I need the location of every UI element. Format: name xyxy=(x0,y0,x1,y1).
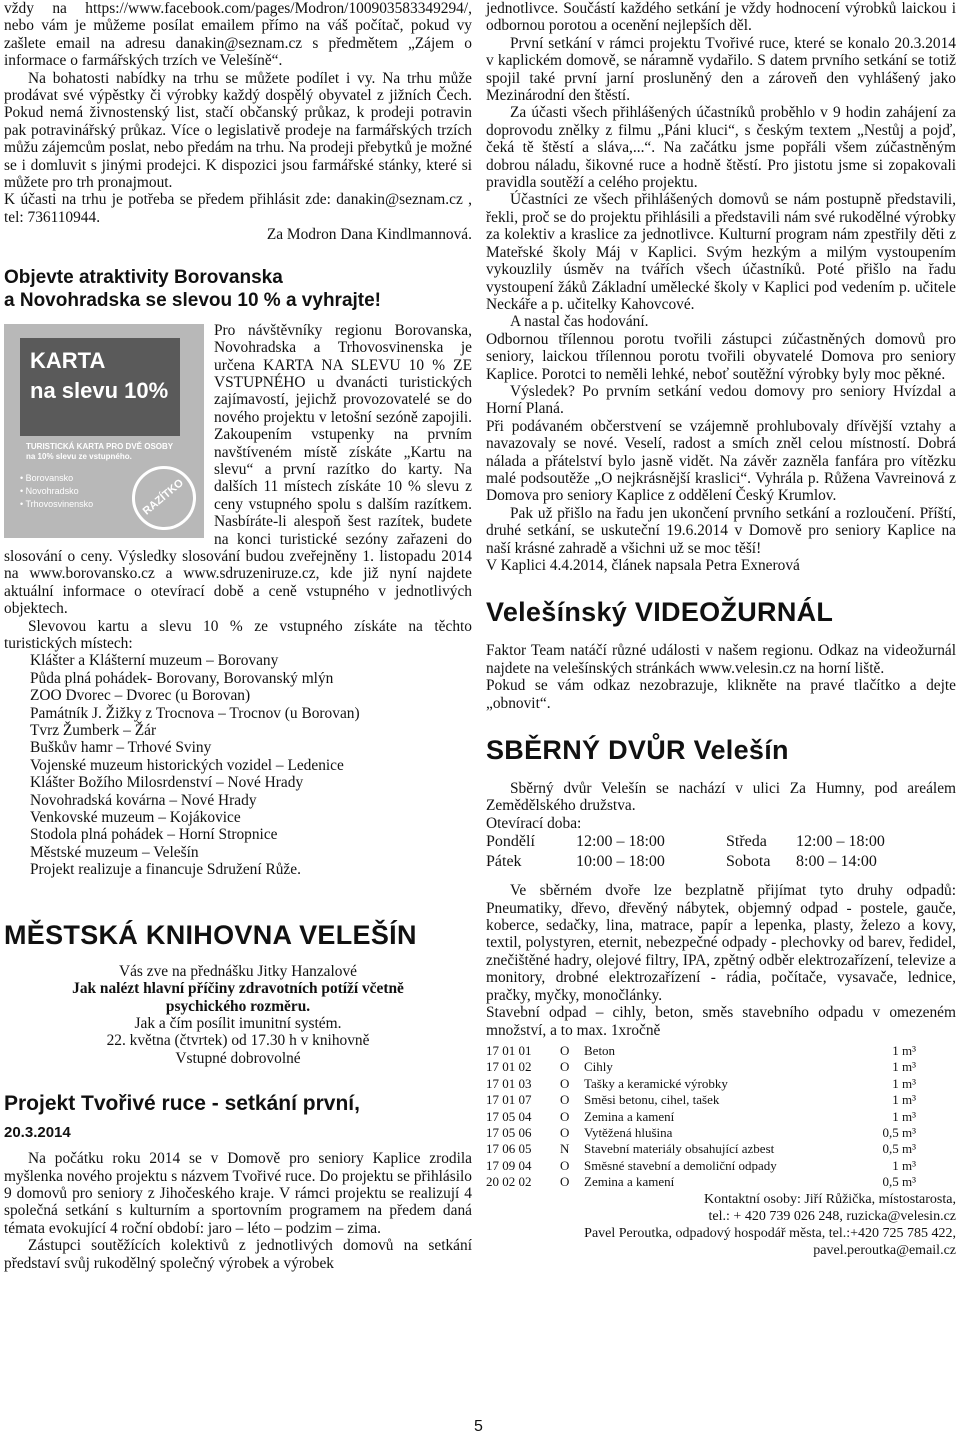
video-heading: Velešínský VIDEOŽURNÁL xyxy=(486,597,834,628)
waste-name: Tašky a keramické výrobky xyxy=(584,1075,728,1091)
table-row xyxy=(486,1125,916,1141)
lecture-entry: Vstupné dobrovolné xyxy=(175,1049,301,1067)
waste-amount: 0,5 m³ xyxy=(882,1174,916,1190)
waste-name: Cihly xyxy=(584,1059,613,1075)
waste-code: 17 09 04 xyxy=(486,1157,532,1173)
waste-amount: 1 m³ xyxy=(892,1059,916,1075)
intro-signature: Za Modron Dana Kindlmannová. xyxy=(266,226,472,244)
waste-cat: O xyxy=(560,1059,570,1075)
project-paragraph-1: Na počátku roku 2014 se v Domově pro seniory Kaplice zrodila myšlenka nového projektu s názvem Tvořivé ruce. Do projektu se přihlásilo 9 domovů pro seniory z Jihočeského kraje. V rámci projektu se realizují 4 společná setkání s kulturním a sportovním programem na předem daná témata evokující 4 roční období: jaro – léto – podzim – zima. xyxy=(4,1150,472,1237)
waste-name: Směsné stavební a demoliční odpady xyxy=(584,1157,777,1173)
video-paragraph-1: Faktor Team natáčí různé události v našem regionu. Odkaz na videožurnál najdete na velešínských stránkách www.velesin.cz na horní liště. xyxy=(486,642,956,677)
hours-day: Pátek xyxy=(486,853,522,871)
waste-code: 17 01 03 xyxy=(486,1075,532,1091)
hours-time: 10:00 – 18:00 xyxy=(576,853,665,871)
project-cont-paragraph-8: Při podávaném občerstvení se vzájemně prohlubovaly dřívější vztahy a navazovaly se nové. Veselí, radost a smích zněl celou místností. Dobrá nálada a přátelství bylo jasně vidět. Na závěr zazněla fanfára pro vítězku malé podsoutěže „O nejkrásnější kraslici“. Vyhrála p. Růžena Vavreinová z Domova pro seniory Kaplice z oddělení Český Krumlov. xyxy=(486,417,956,505)
library-invite: Vás zve na přednášku Jitky Hanzalové xyxy=(118,962,358,980)
lecture-subtitle: Jak a čím posílit imunitní systém. xyxy=(134,1014,342,1032)
waste-cat: O xyxy=(560,1124,570,1140)
section-heading-objevte xyxy=(4,266,472,312)
waste-amount: 0,5 m³ xyxy=(882,1141,916,1157)
table-row xyxy=(486,1043,916,1059)
contact-line: pavel.peroutka@email.cz xyxy=(813,1242,956,1258)
card-region-item: • Trhovosvinensko xyxy=(20,498,94,509)
waste-cat: O xyxy=(560,1042,570,1058)
waste-code: 17 05 04 xyxy=(486,1108,532,1124)
card-region-item: • Borovansko xyxy=(20,472,74,483)
waste-name: Zemina a kamení xyxy=(584,1174,675,1190)
waste-name: Vytěžená hlušina xyxy=(584,1124,673,1140)
waste-code: 17 01 02 xyxy=(486,1059,532,1075)
contacts-block xyxy=(486,1191,956,1259)
project-cont-paragraph-5: A nastal čas hodování. xyxy=(510,313,649,331)
list-item: Buškův hamr – Trhové Sviny xyxy=(30,739,212,757)
card-title-line-2: na slevu 10% xyxy=(30,377,169,403)
waste-name: Směsi betonu, cihel, tašek xyxy=(584,1092,720,1108)
library-heading: MĚSTSKÁ KNIHOVNA VELEŠÍN xyxy=(4,919,417,950)
card-region-item: • Novohradsko xyxy=(20,485,79,496)
table-row xyxy=(486,1158,916,1174)
list-item: Stodola plná pohádek – Horní Stropnice xyxy=(30,826,278,844)
project-paragraph-2: Zástupci soutěžících kolektivů z jednotlivých domovů na setkání představí svůj rukodělný společný výrobek a výrobek xyxy=(4,1237,472,1272)
project-cont-paragraph-7: Výsledek? Po prvním setkání vedou domovy pro seniory Hvízdal a Horní Planá. xyxy=(486,382,956,418)
video-paragraph-2: Pokud se vám odkaz nezobrazuje, klikněte na pravé tlačítko a dejte „obnovit“. xyxy=(486,677,956,712)
waste-cat: N xyxy=(560,1141,570,1157)
waste-name: Beton xyxy=(584,1042,616,1058)
hours-title: Otevírací doba: xyxy=(486,814,582,832)
dvur-paragraph-3: Stavební odpad – cihly, beton, směs stavebního odpadu v omezeném množství, a to max. 1xročně xyxy=(486,1004,956,1039)
card-title-box xyxy=(20,338,180,436)
discount-card-image xyxy=(4,324,204,538)
project-signature: V Kaplici 4.4.2014, článek napsala Petra Exnerová xyxy=(486,557,800,574)
list-item: Projekt realizuje a financuje Sdružení Růže. xyxy=(30,861,301,879)
page-number: 5 xyxy=(474,1418,483,1435)
contact-line: Pavel Peroutka, odpadový hospodář města, tel.:+420 725 785 422, xyxy=(584,1225,956,1241)
card-title-line-1: KARTA xyxy=(30,347,106,373)
dvur-heading: SBĚRNÝ DVŮR Velešín xyxy=(486,735,789,766)
list-item: Klášter a Klášterní muzeum – Borovany xyxy=(30,652,279,670)
card-subtitle-1: TURISTICKÁ KARTA PRO DVĚ OSOBY xyxy=(26,441,174,451)
waste-name: Zemina a kamení xyxy=(584,1108,675,1124)
hours-day: Středa xyxy=(726,833,767,851)
list-item: Tvrz Žumberk – Žár xyxy=(30,722,157,740)
lecture-date: 22. května (čtvrtek) od 17.30 h v knihovně xyxy=(106,1032,370,1050)
waste-code: 17 01 01 xyxy=(486,1042,532,1058)
heading-line-2: a Novohradska se slevou 10 % a vyhrajte! xyxy=(4,289,382,311)
card-region-list xyxy=(20,472,93,511)
project-cont-paragraph-4: Účastníci ze všech přihlášených domovů se nám postupně představili, řekli, proč se do projektu přihlásili a představili nám své rukodělné výrobky za kolektiv a kraslice za jednotlivce. Kulturní program nám zpestřily děti z Mateřské školy Máj v Kaplici. Svým hezkým a milým vystoupením vykouzlily úsměv na tvářích všech účastníků. Poté přišlo na řadu vystoupení žáků Základní umělecké školy v Kaplici pod vedením p. učitele Neckáře a p. učitelky Kahovcové. xyxy=(486,191,956,313)
table-row xyxy=(486,1141,916,1157)
list-item: ZOO Dvorec – Dvorec (u Borovan) xyxy=(30,687,251,705)
waste-code: 17 06 05 xyxy=(486,1141,532,1157)
waste-amount: 0,5 m³ xyxy=(882,1124,916,1140)
table-row xyxy=(486,1174,916,1190)
waste-amount: 1 m³ xyxy=(892,1092,916,1108)
waste-code: 20 02 02 xyxy=(486,1174,532,1190)
hours-day: Pondělí xyxy=(486,833,535,851)
table-row xyxy=(486,1076,916,1092)
project-cont-paragraph-1: jednotlivce. Součástí každého setkání je vždy hodnocení výrobků laickou i odbornou porotou a ocenění nejlepších děl. xyxy=(486,0,956,35)
waste-cat: O xyxy=(560,1075,570,1091)
stamp-circle: RAZÍTKO xyxy=(119,453,204,538)
list-item: Novohradská kovárna – Nové Hrady xyxy=(30,791,257,809)
right-column xyxy=(486,0,956,1259)
contact-line: tel.: + 420 739 026 248, ruzicka@velesin.cz xyxy=(708,1208,956,1224)
card-paragraph-2: Slevovou kartu a slevu 10 % ze vstupného získáte na těchto turistických místech: xyxy=(4,617,472,652)
waste-cat: O xyxy=(560,1157,570,1173)
table-row xyxy=(486,1109,916,1125)
project-cont-paragraph-6: Odbornou třílennou porotu tvořili zástupci zúčastněných domovů pro seniory, laickou třílennou porotu tvořili obyvatelé Domova pro seniory Kaplice. Porotci to neměli lehké, neboť soutěžní výrobky byly moc pěkné. xyxy=(486,330,956,383)
waste-amount: 1 m³ xyxy=(892,1108,916,1124)
places-list xyxy=(4,652,472,878)
contact-line: Kontaktní osoby: Jiří Růžička, místostarosta, xyxy=(704,1191,956,1207)
waste-table xyxy=(486,1043,916,1191)
heading-line-1: Objevte atraktivity Borovanska xyxy=(4,266,283,288)
opening-hours xyxy=(486,832,956,872)
project-cont-paragraph-2: První setkání v rámci projektu Tvořivé ruce, které se konalo 20.3.2014 v kaplickém domově, se náramně vydařilo. S datem prvního setkání se totiž spojil také první jarní prosluněný den a zároveň den vyhlášený jako Mezinárodní den štěstí. xyxy=(486,34,956,105)
dvur-paragraph-2: Ve sběrném dvoře lze bezplatně přijímat tyto druhy odpadů: Pneumatiky, dřevo, dřevěný nábytek, objemný odpad - postele, gauče, koberce, sedačky, lina, matrace, papír a lepenka, plasty, železo a kovy, textil, polystyren, eternit, nebezpečné odpady - plechovky od barev, ředidel, znečištěné hadry, olejové filtry, IPA, zpětný odběr elektrozařízení, televize a monitory, drobné elektrozařízení - rádia, počítače, vysavače, lednice, pračky, myčky, monočlánky. xyxy=(486,882,956,1004)
hours-time: 8:00 – 14:00 xyxy=(796,853,877,871)
waste-cat: O xyxy=(560,1174,570,1190)
library-invite-block xyxy=(4,963,472,1067)
waste-code: 17 05 06 xyxy=(486,1124,532,1140)
table-row xyxy=(486,1092,916,1108)
hours-time: 12:00 – 18:00 xyxy=(576,833,665,851)
project-heading: Projekt Tvořivé ruce - setkání první, xyxy=(4,1092,360,1116)
list-item: Půda plná pohádek- Borovany, Borovanský mlýn xyxy=(30,669,334,687)
waste-cat: O xyxy=(560,1092,570,1108)
intro-paragraph-1: vždy na https://www.facebook.com/pages/Modron/100903583349294/, nebo vám je můžeme posílat emailem přímo na váš počítač, pokud vy zašlete email na adresu danakin@seznam.cz s předmětem „Zájem o informace o farmářských trzích ve Velešíně“. xyxy=(4,0,472,70)
waste-amount: 1 m³ xyxy=(892,1157,916,1173)
list-item: Památník J. Žižky z Trocnova – Trocnov (u Borovan) xyxy=(30,704,360,722)
waste-amount: 1 m³ xyxy=(892,1075,916,1091)
list-item: Městské muzeum – Velešín xyxy=(30,843,199,861)
list-item: Venkovské muzeum – Kojákovice xyxy=(30,809,241,827)
card-subtitle xyxy=(26,442,173,462)
list-item: Vojenské muzeum historických vozidel – Ledenice xyxy=(30,756,344,774)
left-column xyxy=(4,0,472,1272)
hours-day: Sobota xyxy=(726,853,771,871)
lecture-title: Jak nalézt hlavní příčiny zdravotních potíží včetně psychického rozměru. xyxy=(72,980,404,1015)
table-row xyxy=(486,1059,916,1075)
waste-amount: 1 m³ xyxy=(892,1042,916,1058)
intro-paragraph-2: Na bohatosti nabídky na trhu se můžete podílet i vy. Na trhu může prodávat své výpěstky či výrobky každý dospělý obyvatel z jižních Čech. Pokud nemá živnostenský list, stačí občanský průkaz, k prodeji potravin pak potravinářský průkaz. Více o legislativě prodeje na farmářských trzích můžu zájemcům poslat, nebo předám na trhu. Na prodeji přebytků je možné se i domluvit s jinými prodejci. K dispozici jsou farmářské stánky, které si můžete pro trh pronajmout. xyxy=(4,69,472,192)
project-date: 20.3.2014 xyxy=(4,1124,71,1142)
waste-name: Stavební materiály obsahující azbest xyxy=(584,1141,775,1157)
project-cont-paragraph-9: Pak už přišlo na řadu jen ukončení prvního setkání a rozloučení. Příští, druhé setkání, se uskuteční 19.6.2014 v Domově pro seniory Kaplice na naší krásné zahradě a všichni už se moc těší! xyxy=(486,504,956,557)
waste-code: 17 01 07 xyxy=(486,1092,532,1108)
list-item: Klášter Božího Milosrdenství – Nové Hrady xyxy=(30,774,304,792)
intro-paragraph-3: K účasti na trhu je potřeba se předem přihlásit zde: danakin@seznam.cz , tel: 736110944. xyxy=(4,191,472,226)
project-cont-paragraph-3: Za účasti všech přihlášených účastníků proběhlo v 9 hodin zahájení za doprovodu znělky z filmu „Páni kluci“, s českým textem „Nestůj a pojď, čeká tě štěstí a sláva,...“. Na začátku jsme popřáli všem zúčastněným dobrou náladu, šikovné ruce a hodně štěstí. Pro jistotu jsme si zopakovali pravidla soutěží a celého projektu. xyxy=(486,104,956,192)
card-subtitle-2: na 10% slevu ze vstupného. xyxy=(26,451,132,461)
card-paragraph-1: Pro návštěvníky regionu Borovanska, Novohradska a Trhovosvinenska je určena KARTA NA SLEVU 10 % ZE VSTUPNÉHO u dvanácti turistických zajímavostí, jejichž provozovatelé se do nového projektu v letošní sezóně zapojili. Zakoupením vstupenky na prvním navštíveném místě získáte „Kartu na slevu“ a první razítko do karty. Na dalších 11 místech získáte 10 % slevu z ceny vstupného spolu s dalším razítkem. Nasbíráte-li alespoň šest razítek, budete na konci turistické sezóny zařazeni do slosování o ceny. Výsledky slosování budou zveřejněny 1. listopadu 2014 na www.borovansko.cz a www.sdruzeniruze.cz, kde již nyní najdete aktuální informace o otevírací době a ceně vstupného v jednotlivých objektech. xyxy=(4,321,472,618)
dvur-paragraph-1: Sběrný dvůr Velešín se nachází v ulici Za Humny, pod areálem Zemědělského družstva. xyxy=(486,780,956,815)
waste-cat: O xyxy=(560,1108,570,1124)
hours-time: 12:00 – 18:00 xyxy=(796,833,885,851)
